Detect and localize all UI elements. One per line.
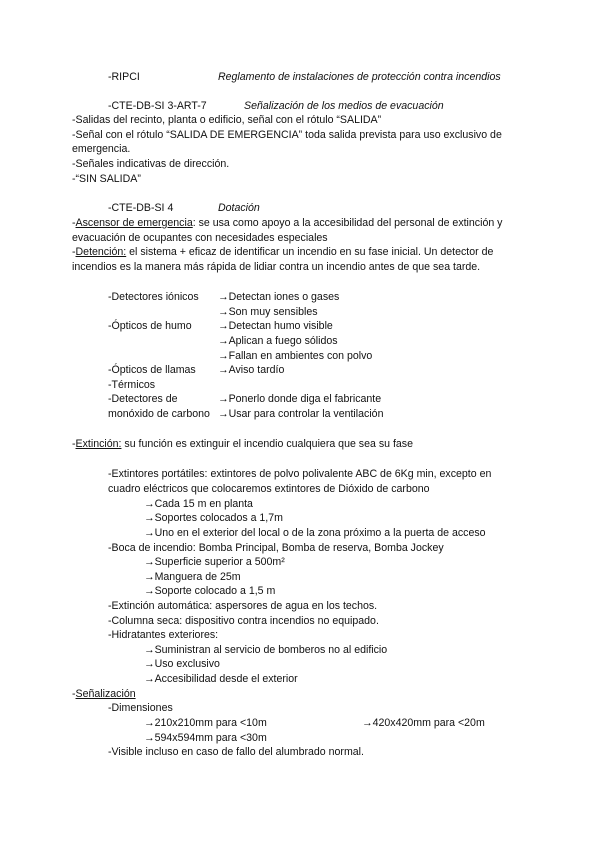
deteccion-text: el sistema + eficaz de identificar un incendio en su fase inicial. Un detector de	[126, 246, 494, 258]
extintores-item-3: →Uno en el exterior del local o de la zona próximo a la puerta de acceso	[144, 527, 486, 539]
senalizacion-line	[72, 687, 136, 702]
dotacion-title: Dotación	[218, 202, 260, 214]
evacuation-line-2: -Señal con el rótulo “SALIDA DE EMERGENCIA” toda salida prevista para uso exclusivo de	[72, 129, 502, 141]
extincion-prefix: -	[72, 438, 76, 450]
extintores-item-2: →Soportes colocados a 1,7m	[144, 512, 283, 524]
dimensiones-line: -Dimensiones	[108, 702, 173, 714]
detector-label-ionicos: -Detectores iónicos	[108, 291, 199, 303]
dimension-3: →594x594mm para <30m	[144, 732, 267, 744]
detector-note-7: →Ponerlo donde diga el fabricante	[218, 393, 382, 405]
hidratantes-line: -Hidratantes exteriores:	[108, 629, 219, 641]
detector-note-2: →Son muy sensibles	[218, 306, 318, 318]
detector-label-termicos: -Térmicos	[108, 379, 156, 391]
detector-label-monoxido-1: -Detectores de	[108, 393, 178, 405]
deteccion-line-2: incendios es la manera más rápida de lidiar contra un incendio antes de que sea tarde.	[72, 261, 481, 273]
detector-label-monoxido-2: monóxido de carbono	[108, 408, 210, 420]
deteccion-prefix: -	[72, 246, 76, 258]
dotacion-code: -CTE-DB-SI 4	[108, 202, 174, 214]
extincion-line	[72, 437, 413, 452]
evacuation-line-4: -Señales indicativas de dirección.	[72, 158, 230, 170]
detector-label-humo: -Ópticos de humo	[108, 320, 192, 332]
evacuation-code: -CTE-DB-SI 3-ART-7	[108, 100, 207, 112]
ascensor-text: : se usa como apoyo a la accesibilidad del personal de extinción y	[192, 217, 503, 229]
extincion-text: su función es extinguir el incendio cualquiera que sea su fase	[121, 438, 413, 450]
detector-note-6: →Aviso tardío	[218, 364, 285, 376]
ascensor-line	[72, 216, 502, 231]
senalizacion-label: Señalización	[75, 688, 136, 700]
extincion-label: Extinción:	[75, 438, 122, 450]
evacuation-line-5: -“SIN SALIDA”	[72, 173, 141, 185]
hidratantes-item-1: →Suministran al servicio de bomberos no al edificio	[144, 644, 388, 656]
detector-note-4: →Aplican a fuego sólidos	[218, 335, 338, 347]
dimension-1: →210x210mm para <10m	[144, 717, 267, 729]
detector-note-8: →Usar para controlar la ventilación	[218, 408, 384, 420]
hidratantes-item-3: →Accesibilidad desde el exterior	[144, 673, 298, 685]
ascensor-line-2: evacuación de ocupantes con necesidades especiales	[72, 232, 328, 244]
extintores-line-2: cuadro eléctricos que colocaremos extintores de Dióxido de carbono	[108, 483, 430, 495]
boca-item-3: →Soporte colocado a 1,5 m	[144, 585, 276, 597]
boca-line: -Boca de incendio: Bomba Principal, Bomba de reserva, Bomba Jockey	[108, 542, 444, 554]
boca-item-2: →Manguera de 25m	[144, 571, 241, 583]
deteccion-line	[72, 245, 493, 260]
deteccion-label: Detención:	[75, 246, 127, 258]
ascensor-label: Ascensor de emergencia	[75, 217, 193, 229]
hidratantes-item-2: →Uso exclusivo	[144, 658, 220, 670]
detector-note-5: →Fallan en ambientes con polvo	[218, 350, 373, 362]
ascensor-prefix: -	[72, 217, 76, 229]
automatica-line: -Extinción automática: aspersores de agua en los techos.	[108, 600, 378, 612]
visible-line: -Visible incluso en caso de fallo del alumbrado normal.	[108, 746, 364, 758]
extintores-line-1: -Extintores portátiles: extintores de polvo polivalente ABC de 6Kg min, excepto en	[108, 468, 492, 480]
ripci-code: -RIPCI	[108, 71, 140, 83]
ripci-title: Reglamento de instalaciones de protección contra incendios	[218, 71, 501, 83]
evacuation-line-3: emergencia.	[72, 143, 131, 155]
evacuation-title: Señalización de los medios de evacuación	[244, 100, 444, 112]
extintores-item-1: →Cada 15 m en planta	[144, 498, 253, 510]
dimension-2: →420x420mm para <20m	[362, 717, 485, 729]
senalizacion-prefix: -	[72, 688, 76, 700]
detector-note-3: →Detectan humo visible	[218, 320, 333, 332]
boca-item-1: →Superficie superior a 500m²	[144, 556, 285, 568]
evacuation-line-1: -Salidas del recinto, planta o edificio, señal con el rótulo “SALIDA”	[72, 114, 382, 126]
detector-note-1: →Detectan iones o gases	[218, 291, 340, 303]
columna-line: -Columna seca: dispositivo contra incendios no equipado.	[108, 615, 379, 627]
detector-label-llamas: -Ópticos de llamas	[108, 364, 196, 376]
